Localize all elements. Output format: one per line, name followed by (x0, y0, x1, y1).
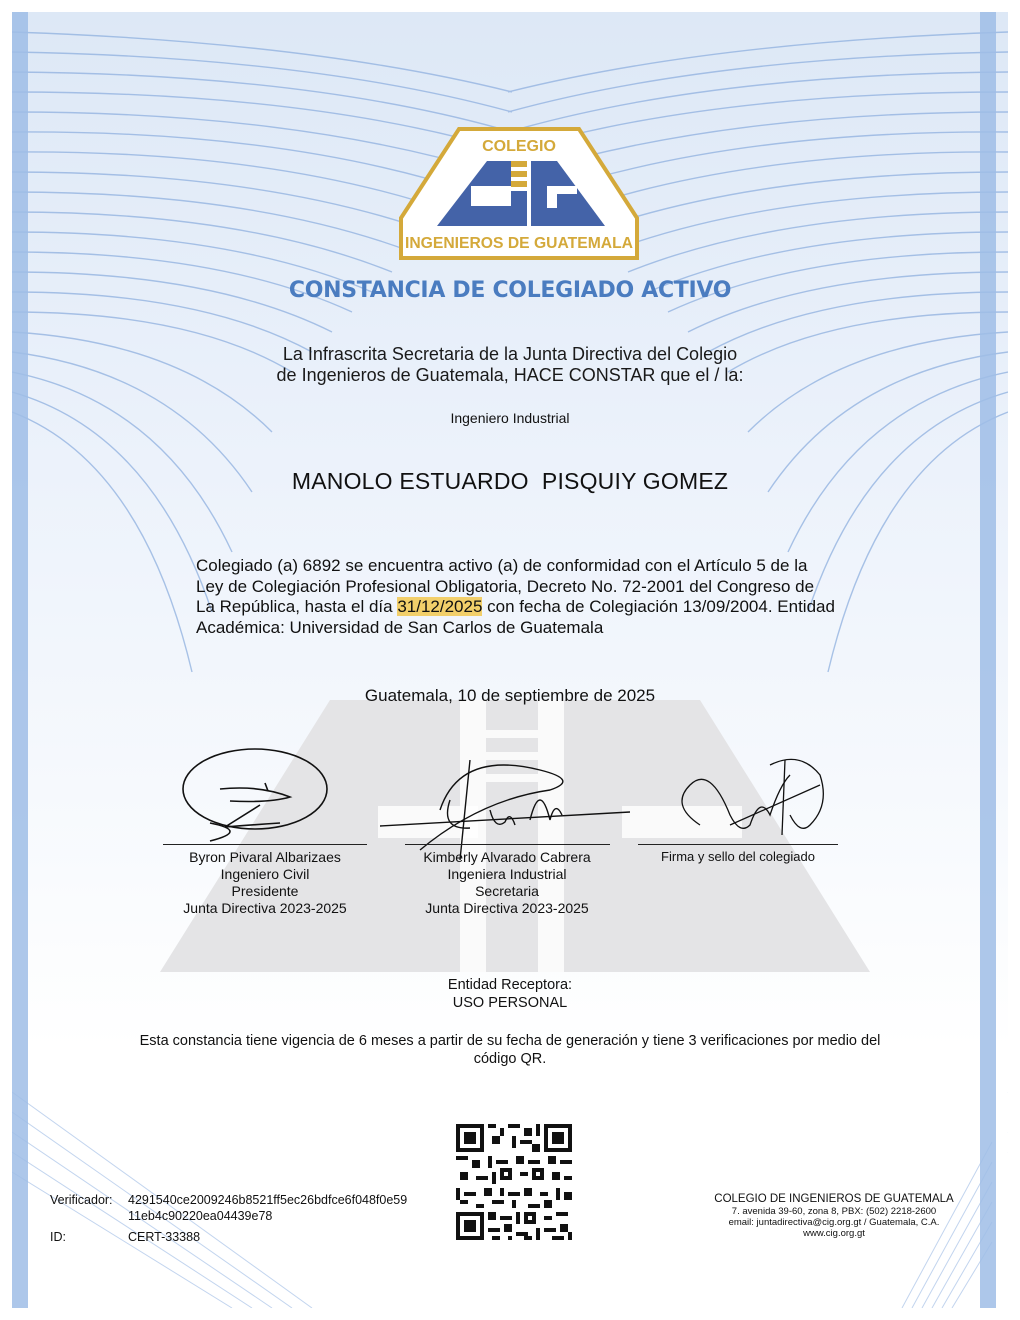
signatory-board: Junta Directiva 2023-2025 (425, 900, 589, 916)
id-row (50, 1230, 407, 1246)
intro-line-1: La Infrascrita Secretaria de la Junta Directiva del Colegio (282, 344, 738, 364)
body-text-part-2: con fecha de Colegiación 13/09/2004. Entidad Académica: Universidad de San Carlos de Guatemala (196, 597, 835, 637)
id-label: ID: (50, 1230, 66, 1244)
signatory-role: Presidente (231, 883, 299, 899)
receptor-label: Entidad Receptora: (447, 977, 573, 993)
footer-organization (696, 1194, 972, 1239)
logo-bottom-text: INGENIEROS DE GUATEMALA (405, 235, 634, 252)
verifier-row (50, 1193, 407, 1224)
footer-org-name: COLEGIO DE INGENIEROS DE GUATEMALA (714, 1193, 954, 1205)
signature-line-president (163, 844, 367, 845)
receptor-value: USO PERSONAL (452, 995, 568, 1011)
logo-top-text: COLEGIO (482, 138, 556, 155)
signature-secretary (380, 760, 630, 860)
certification-paragraph (196, 556, 836, 638)
signatory-president (153, 849, 377, 917)
footer-website[interactable]: www.cig.org.gt (803, 1227, 865, 1239)
signatory-board: Junta Directiva 2023-2025 (183, 900, 347, 916)
signature-member (670, 755, 840, 850)
signature-line-secretary (405, 844, 610, 845)
signature-line-member (638, 844, 838, 845)
intro-line-2: de Ingenieros de Guatemala, HACE CONSTAR que el / la: (276, 365, 744, 385)
signatory-member (628, 848, 848, 865)
signatory-name: Byron Pivaral Albarizaes (189, 849, 341, 865)
valid-until-date: 31/12/2025 (397, 597, 483, 616)
qr-code[interactable] (452, 1120, 576, 1244)
signature-president (170, 745, 340, 845)
signatory-secretary (395, 849, 619, 917)
verifier-hash (128, 1193, 407, 1224)
right-border-stripe (980, 12, 996, 1308)
profession: Ingeniero Industrial (450, 410, 570, 426)
body-text-part-1: Colegiado (a) 6892 se encuentra activo (a) de conformidad con el Artículo 5 de la Ley de Colegiación Profesional Obligatoria, Decreto No. 72-2001 del Congreso de La República, hasta el día (196, 556, 815, 616)
receiving-entity (0, 976, 1020, 1012)
verifier-hash-line-2: 11eb4c90220ea04439e78 (128, 1208, 273, 1223)
signatory-profession: Ingeniero Civil (220, 866, 310, 882)
verification-block (50, 1193, 407, 1246)
intro-text (0, 344, 1020, 386)
cig-logo (397, 126, 641, 261)
verifier-label: Verificador: (50, 1193, 113, 1207)
footer-email: email: juntadirectiva@cig.org.gt / Guatemala, C.A. (728, 1216, 940, 1228)
document-title: CONSTANCIA DE COLEGIADO ACTIVO (288, 278, 732, 303)
certificate-id: CERT-33388 (128, 1230, 201, 1244)
left-border-stripe (12, 12, 28, 1308)
verifier-hash-line-1: 4291540ce2009246b8521ff5ec26bdfce6f048f0e59 (128, 1193, 408, 1207)
validity-notice: Esta constancia tiene vigencia de 6 meses a partir de su fecha de generación y tiene 3 verificaciones por medio del código QR. (139, 1033, 881, 1067)
signatory-profession: Ingeniera Industrial (447, 866, 567, 882)
member-signature-label: Firma y sello del colegiado (661, 849, 815, 864)
signatory-name: Kimberly Alvarado Cabrera (423, 849, 591, 865)
member-name: MANOLO ESTUARDO PISQUIY GOMEZ (291, 468, 729, 494)
signatory-role: Secretaria (475, 883, 539, 899)
place-and-date: Guatemala, 10 de septiembre de 2025 (364, 686, 656, 705)
footer-address: 7. avenida 39-60, zona 8, PBX: (502) 2218-2600 (731, 1205, 937, 1217)
